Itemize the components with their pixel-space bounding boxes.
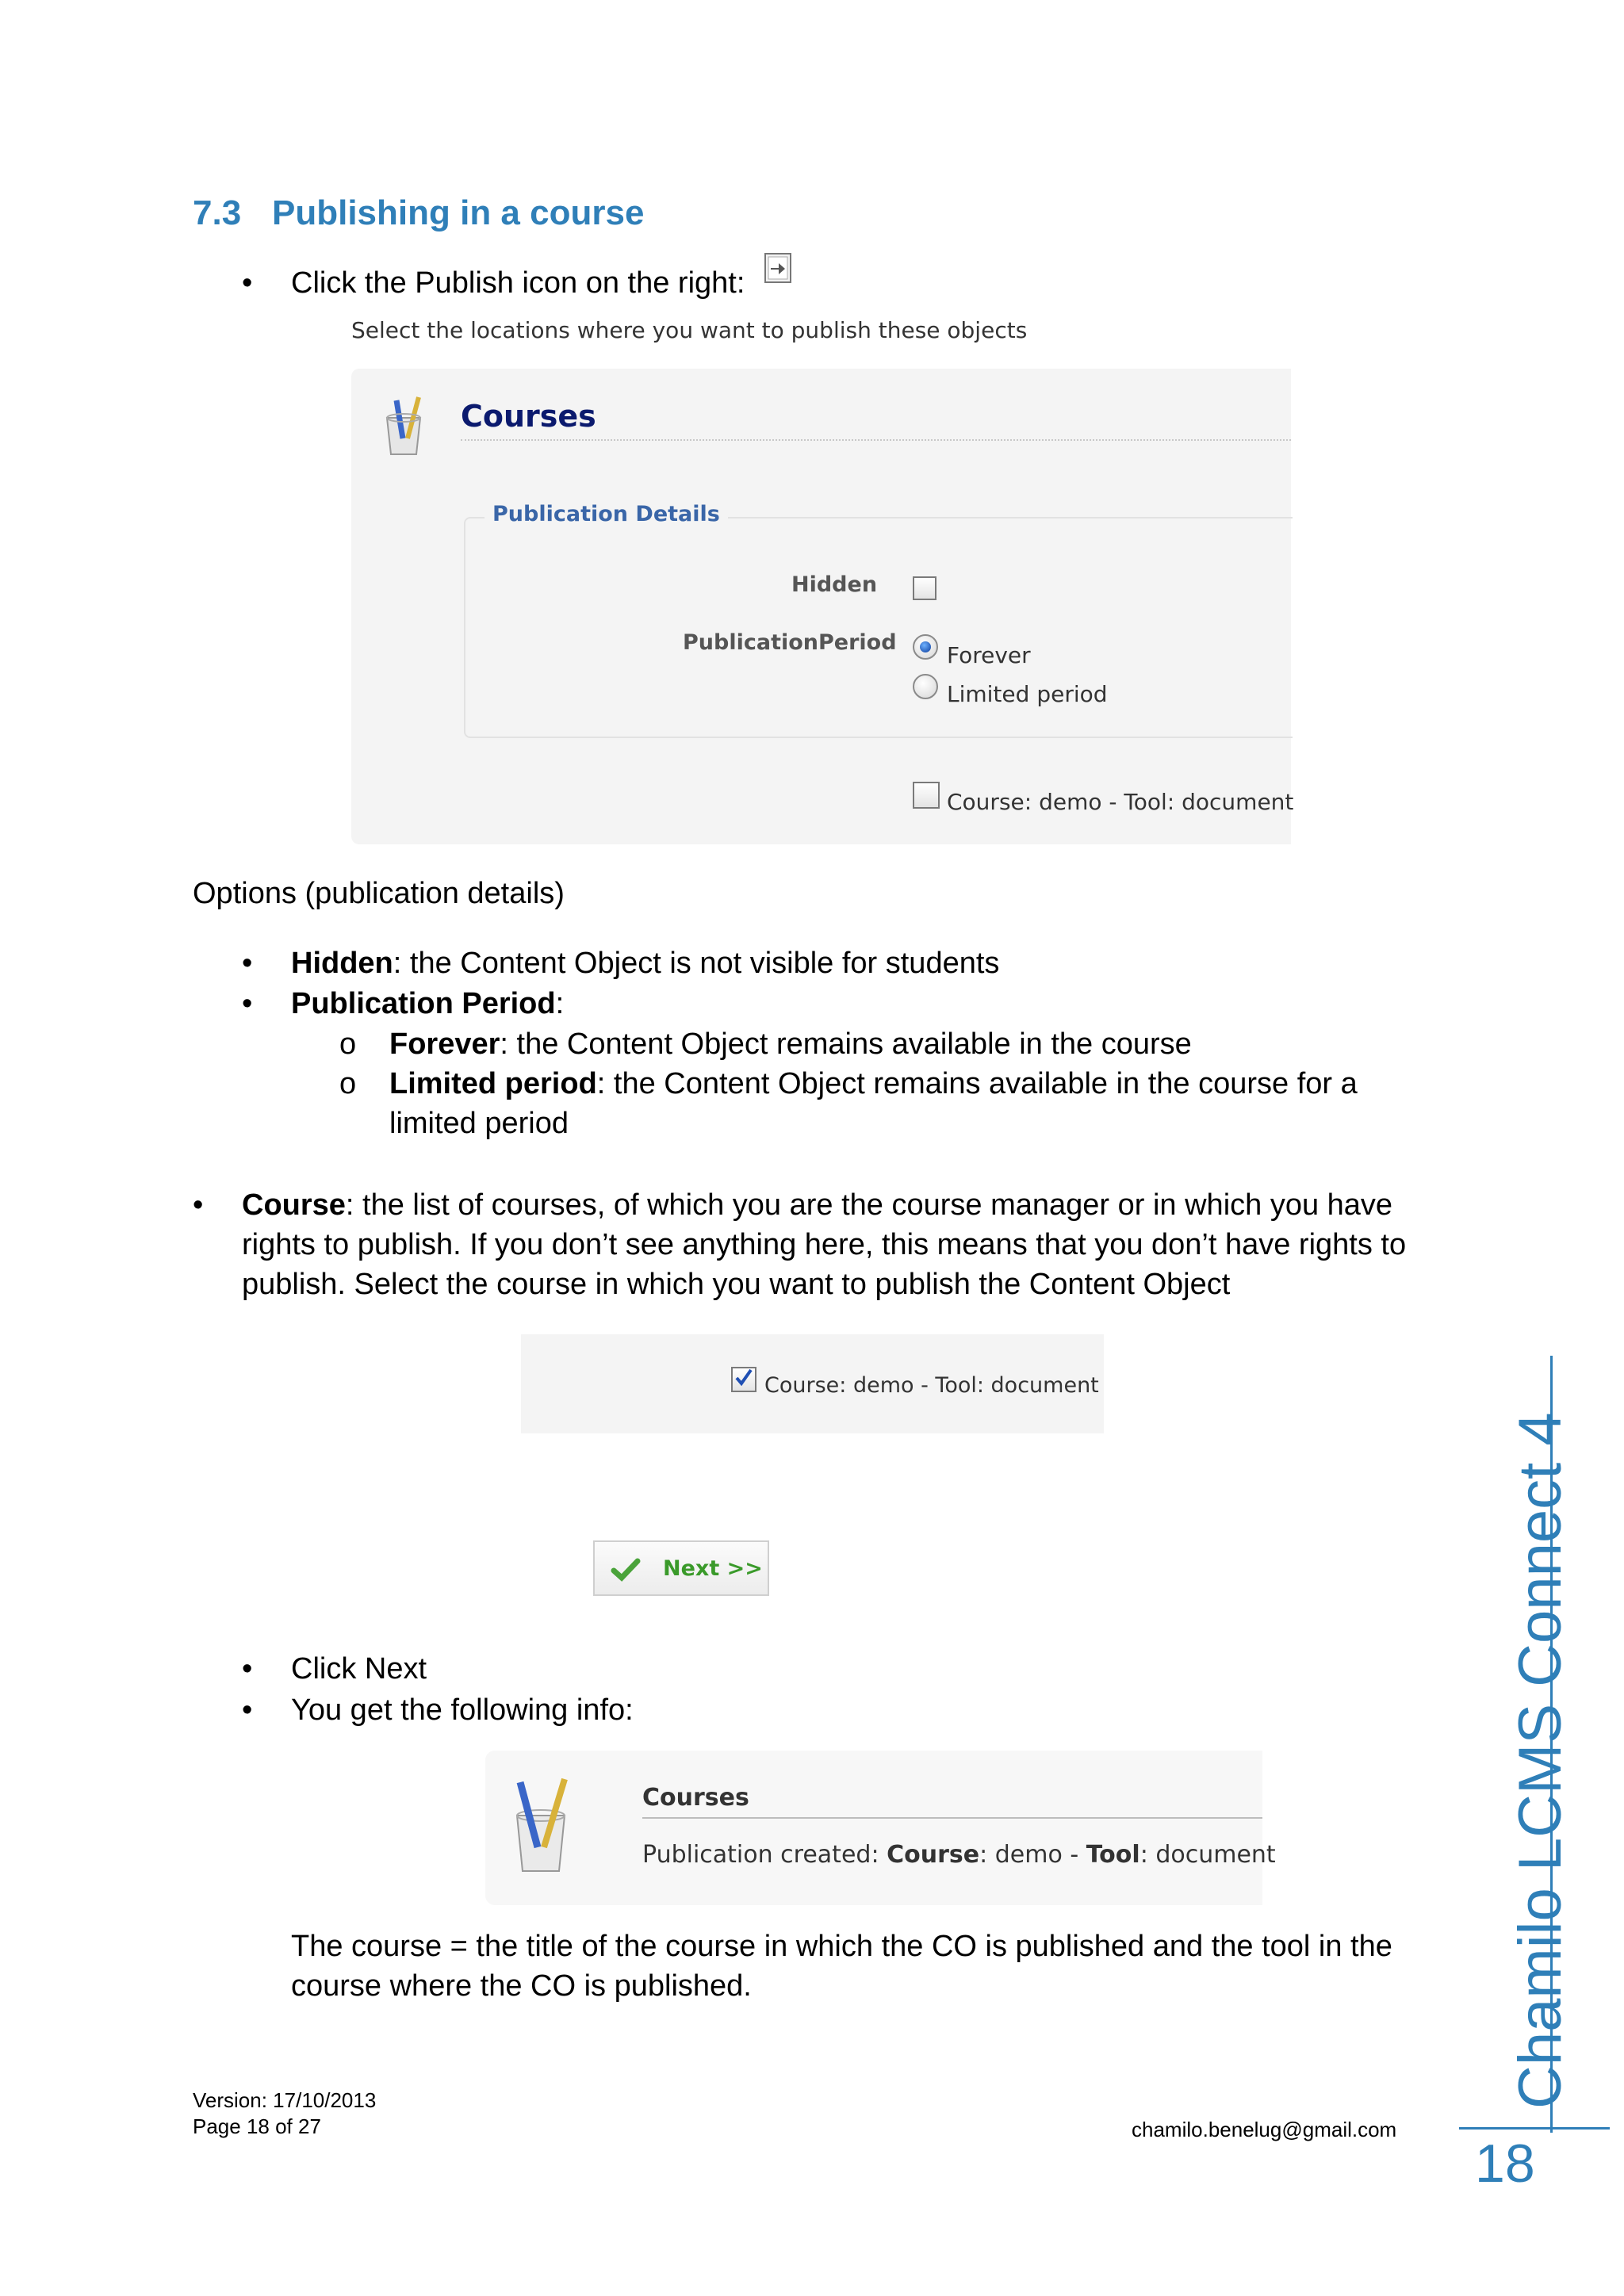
- course-option-label: Course: demo - Tool: document: [947, 789, 1294, 815]
- course-checkbox[interactable]: [913, 782, 940, 809]
- courses-icon: [509, 1774, 573, 1877]
- option-forever-desc: : the Content Object remains available in the course: [500, 1027, 1192, 1061]
- option-hidden-term: Hidden: [291, 947, 393, 980]
- result-prefix: Publication created:: [642, 1841, 887, 1869]
- limited-period-radio-label: Limited period: [947, 681, 1108, 707]
- course-item-line1: [242, 1185, 1392, 1225]
- section-heading: [193, 193, 644, 233]
- options-heading: Options (publication details): [193, 877, 565, 910]
- course-select-panel: [521, 1334, 1104, 1433]
- limited-period-radio[interactable]: [913, 674, 938, 699]
- result-message: [642, 1841, 1276, 1869]
- sidebar-page-number: 18: [1475, 2133, 1535, 2194]
- hidden-label: Hidden: [791, 572, 878, 597]
- footer-email: chamilo.benelug@gmail.com: [1132, 2118, 1397, 2141]
- result-tool-value: : document: [1139, 1841, 1276, 1869]
- period-label: PublicationPeriod: [683, 630, 897, 655]
- option-forever-term: Forever: [389, 1027, 500, 1061]
- option-period: [291, 984, 564, 1024]
- option-limited-desc-cont: limited period: [389, 1107, 569, 1140]
- sidebar-rule-horizontal: [1459, 2127, 1610, 2130]
- option-hidden: [291, 943, 999, 983]
- step-following-info: You get the following info:: [291, 1693, 634, 1727]
- next-button-label: Next >>: [663, 1556, 763, 1581]
- forever-radio[interactable]: [913, 634, 938, 660]
- option-period-desc: :: [555, 987, 565, 1020]
- step-click-next: Click Next: [291, 1652, 427, 1686]
- step-publish-text: Click the Publish icon on the right:: [291, 266, 745, 300]
- result-header: Courses: [642, 1784, 749, 1812]
- sub-bullet-circle: o: [339, 1067, 357, 1100]
- bullet-dot: •: [242, 1652, 253, 1686]
- course-item-term: Course: [242, 1188, 346, 1222]
- course-item-desc: : the list of courses, of which you are the course manager or in which you have: [345, 1188, 1393, 1222]
- publication-details-fieldset: [464, 517, 1293, 738]
- courses-icon: [379, 394, 428, 457]
- footer-page: Page 18 of 27: [193, 2114, 321, 2138]
- option-forever: [389, 1024, 1192, 1064]
- publish-form-panel: [351, 369, 1294, 844]
- course-checked-label: Course: demo - Tool: document: [764, 1373, 1099, 1398]
- sidebar-title: Chamilo LCMS Connect 4: [1507, 1412, 1574, 2109]
- result-panel: [485, 1751, 1276, 1905]
- explanation-line2: course where the CO is published.: [291, 1969, 752, 2003]
- option-limited: [389, 1064, 1358, 1104]
- hidden-checkbox[interactable]: [913, 576, 936, 600]
- courses-header: Courses: [461, 399, 596, 434]
- result-course-value: : demo -: [979, 1841, 1086, 1869]
- course-item-line2: rights to publish. If you don’t see anything here, this means that you don’t have rights to: [242, 1228, 1407, 1261]
- bullet-dot: •: [242, 1693, 253, 1727]
- option-limited-term: Limited period: [389, 1067, 597, 1100]
- option-hidden-desc: : the Content Object is not visible for students: [393, 947, 1000, 980]
- option-period-term: Publication Period: [291, 987, 556, 1020]
- bullet-dot: •: [242, 947, 253, 980]
- bullet-dot: •: [242, 266, 253, 300]
- header-divider: [461, 439, 1291, 441]
- footer-version: Version: 17/10/2013: [193, 2088, 377, 2112]
- publish-instruction: Select the locations where you want to publish these objects: [351, 317, 1028, 343]
- result-tool-label: Tool: [1086, 1841, 1140, 1869]
- course-item-line3: publish. Select the course in which you want to publish the Content Object: [242, 1268, 1231, 1301]
- bullet-dot: •: [193, 1188, 204, 1222]
- fieldset-legend: Publication Details: [485, 502, 728, 526]
- option-limited-desc: : the Content Object remains available in the course for a: [596, 1067, 1358, 1100]
- explanation-line1: The course = the title of the course in which the CO is published and the tool in the: [291, 1930, 1392, 1963]
- next-button[interactable]: [593, 1540, 769, 1596]
- sub-bullet-circle: o: [339, 1027, 357, 1061]
- section-title: Publishing in a course: [272, 193, 645, 232]
- publish-icon[interactable]: [764, 252, 792, 284]
- bullet-dot: •: [242, 987, 253, 1020]
- course-checked-checkbox[interactable]: [731, 1367, 756, 1392]
- forever-radio-label: Forever: [947, 642, 1031, 668]
- section-number: 7.3: [193, 193, 242, 232]
- check-icon: [611, 1558, 641, 1582]
- result-divider: [642, 1817, 1262, 1819]
- result-course-label: Course: [887, 1841, 980, 1869]
